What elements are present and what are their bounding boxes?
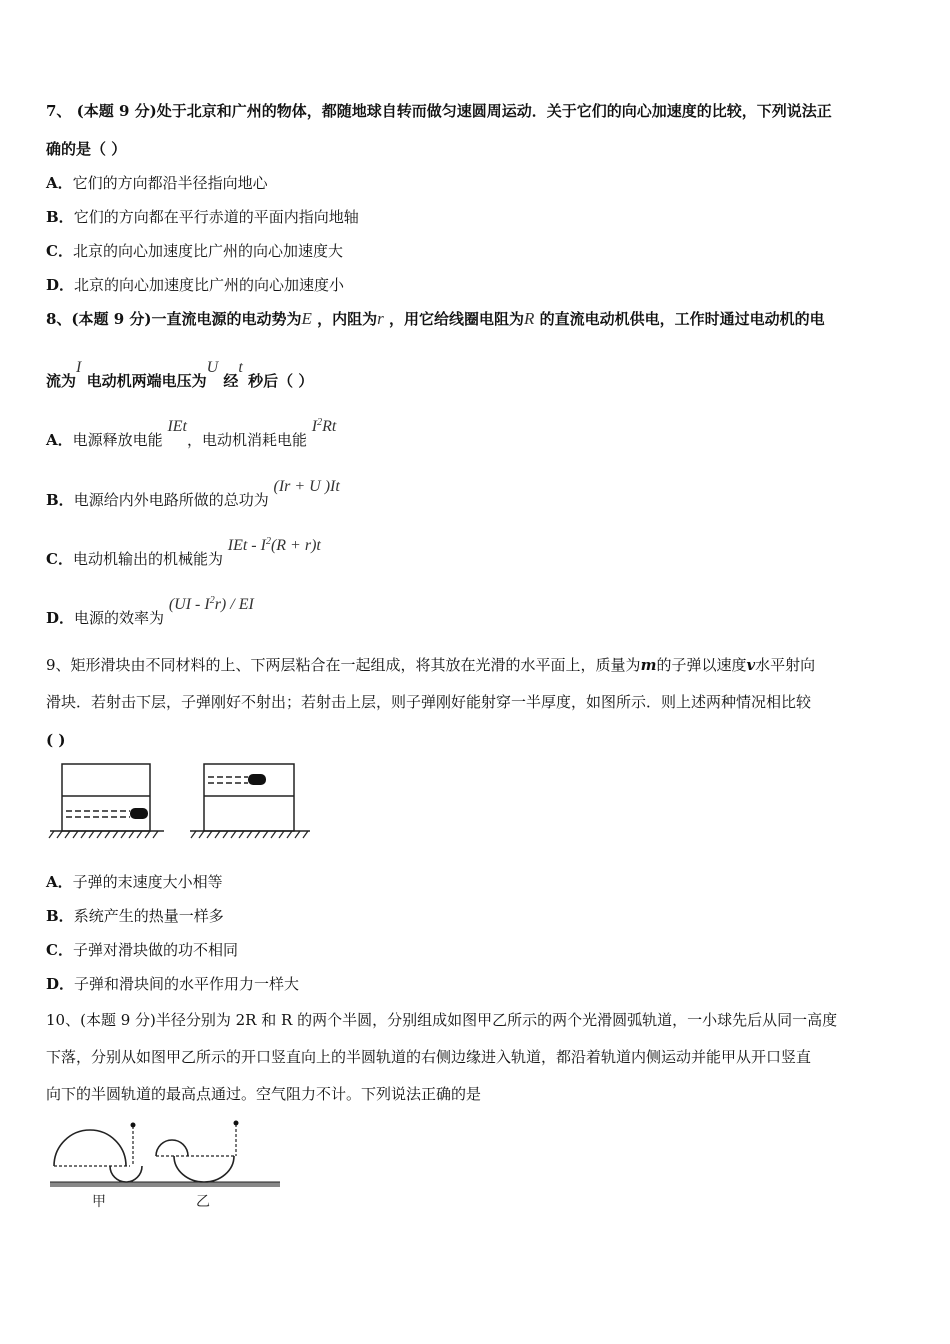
q7-stem-line1: 7、 (本题 9 分)处于北京和广州的物体，都随地球自转而做匀速圆周运动．关于它们的向心加速度的比较，下列说法正 xyxy=(46,102,832,120)
q9-bullet-upper xyxy=(248,774,266,785)
q7-option-c: C．北京的向心加速度比广州的向心加速度大 xyxy=(46,242,343,260)
q9-option-d: D．子弹和滑块间的水平作用力一样大 xyxy=(46,975,300,993)
q10-label-jia: 甲 xyxy=(92,1194,106,1210)
q8-stem-line2: 流为I 电动机两端电压为U 经t 秒后（ ） xyxy=(46,359,314,390)
q9-option-c: C．子弹对滑块做的功不相同 xyxy=(46,941,238,959)
q9-option-a: A．子弹的末速度大小相等 xyxy=(46,873,223,891)
q8-option-a: A．电源释放电能 IEt，电动机消耗电能 $I^2Rt$ xyxy=(46,417,337,449)
q8-option-d: D．电源的效率为 $(UI - I^2r)$ / EI xyxy=(46,595,254,627)
q9-stem-line2: 滑块．若射击下层，子弹刚好不射出；若射击上层，则子弹刚好能射穿一半厚度，如图所示．则上述两种情况相比较 xyxy=(46,693,812,711)
q10-jia-ball xyxy=(131,1123,136,1128)
q8-option-c: C．电动机输出的机械能为 IEt - $I^2(R + r)t$ xyxy=(46,536,321,568)
q10-ground xyxy=(50,1182,280,1187)
q7-stem-line2: 确的是（ ） xyxy=(46,140,127,158)
q10-stem-line1: 10、(本题 9 分)半径分别为 2R 和 R 的两个半圆，分别组成如图甲乙所示的两个光滑圆弧轨道，一小球先后从同一高度 xyxy=(46,1011,838,1029)
q7-option-d: D．北京的向心加速度比广州的向心加速度小 xyxy=(46,276,345,294)
q10-yi-ball xyxy=(234,1121,239,1126)
q10-yi-big-arc xyxy=(174,1156,234,1182)
q9-left-block xyxy=(62,764,150,831)
q9-stem-line1: 9、矩形滑块由不同材料的上、下两层粘合在一起组成，将其放在光滑的水平面上，质量为m的子弹以速度v水平射向 xyxy=(46,656,816,674)
q10-jia-big-arc xyxy=(54,1130,126,1166)
q9-stem-line3: ( ) xyxy=(46,731,66,749)
q7-option-b: B．它们的方向都在平行赤道的平面内指向地轴 xyxy=(46,208,359,226)
q10-figure xyxy=(46,1118,286,1218)
q9-option-b: B．系统产生的热量一样多 xyxy=(46,907,224,925)
q10-jia-small-arc xyxy=(110,1166,142,1182)
q9-bullet-lower xyxy=(130,808,148,819)
q10-stem-line3: 向下的半圆轨道的最高点通过。空气阻力不计。下列说法正确的是 xyxy=(46,1085,482,1103)
q7-option-a: A．它们的方向都沿半径指向地心 xyxy=(46,174,268,192)
q10-label-yi: 乙 xyxy=(196,1194,210,1210)
q10-stem-line2: 下落，分别从如图甲乙所示的开口竖直向上的半圆轨道的右侧边缘进入轨道，都沿着轨道内侧运动并能甲从开口竖直 xyxy=(46,1048,812,1066)
q10-yi-small-arc xyxy=(156,1140,188,1156)
q9-right-block xyxy=(204,764,294,831)
q8-option-b: B．电源给内外电路所做的总功为 (Ir + U )It xyxy=(46,478,340,509)
q9-figure xyxy=(46,758,316,844)
q8-stem-line1: 8、(本题 9 分)一直流电源的电动势为E ，内阻为r ，用它给线圈电阻为R 的直流电动机供电，工作时通过电动机的电 xyxy=(46,309,825,328)
